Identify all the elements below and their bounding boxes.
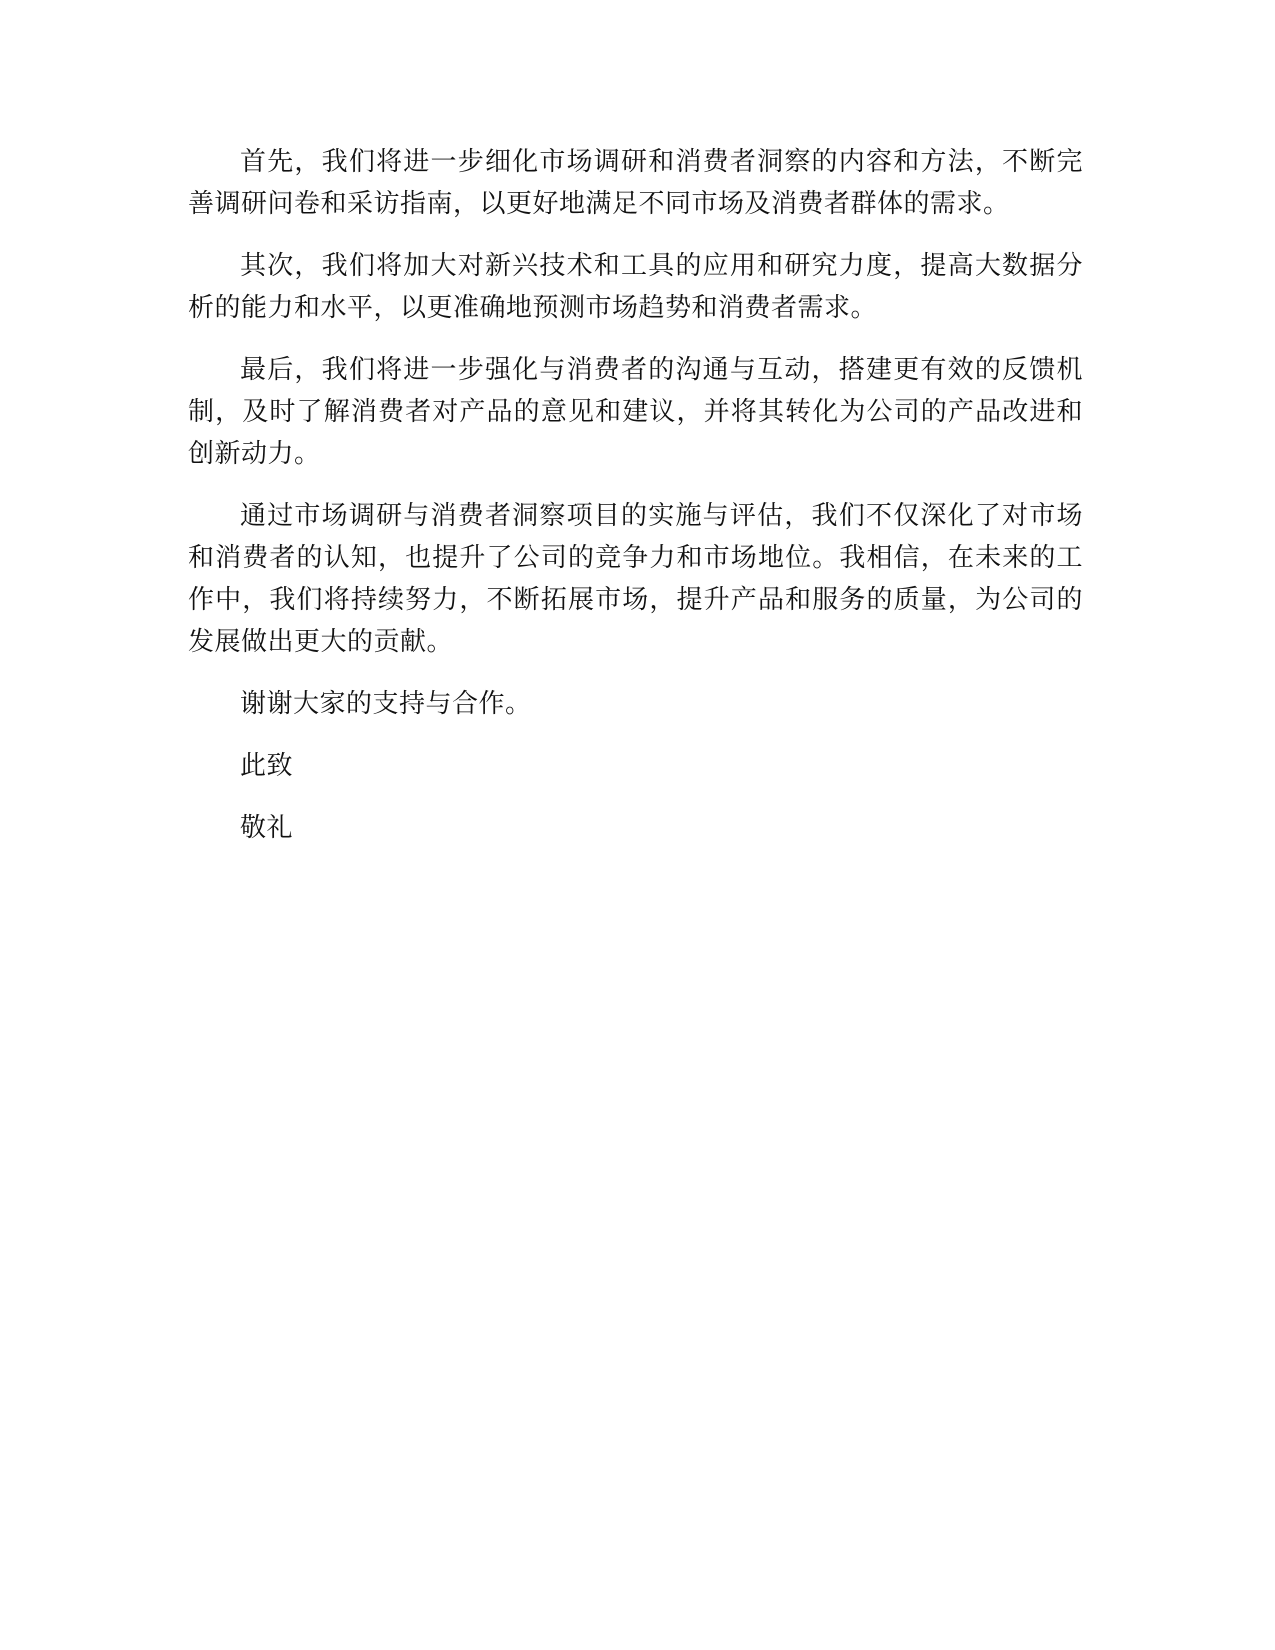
thanks-line: 谢谢大家的支持与合作。 [240,689,532,719]
paragraph-last: 最后，我们将进一步强化与消费者的沟通与互动，搭建更有效的反馈机制，及时了解消费者对产品的意见和建议，并将其转化为公司的产品改进和创新动力。 [188,355,1083,469]
paragraph-conclusion: 通过市场调研与消费者洞察项目的实施与评估，我们不仅深化了对市场和消费者的认知，也提升了公司的竞争力和市场地位。我相信，在未来的工作中，我们将持续努力，不断拓展市场，提升产品和服务的质量，为公司的发展做出更大的贡献。 [188,501,1083,657]
closing-salutation: 此致 [240,751,294,781]
closing-regards: 敬礼 [240,813,294,843]
paragraph-first: 首先，我们将进一步细化市场调研和消费者洞察的内容和方法，不断完善调研问卷和采访指南，以更好地满足不同市场及消费者群体的需求。 [188,147,1083,219]
document-body [188,141,1083,869]
paragraph-second: 其次，我们将加大对新兴技术和工具的应用和研究力度，提高大数据分析的能力和水平，以更准确地预测市场趋势和消费者需求。 [188,251,1083,323]
